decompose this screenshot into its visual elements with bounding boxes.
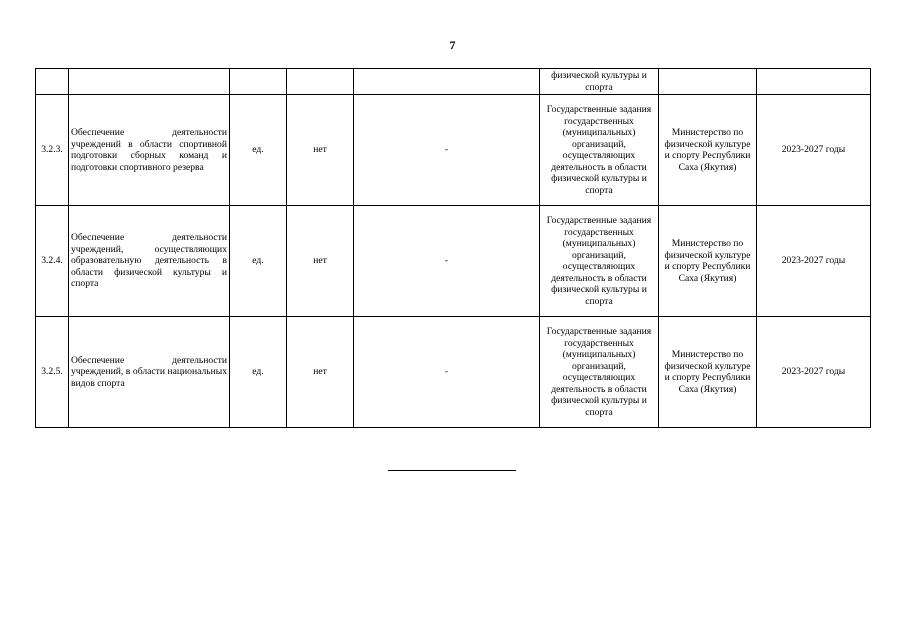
cell-executor: Министерство по физической культуре и спорту Республики Саха (Якутия) — [659, 95, 757, 206]
table-row — [36, 317, 871, 428]
cell-value: - — [354, 95, 540, 206]
cell-executor: Министерство по физической культуре и спорту Республики Саха (Якутия) — [659, 206, 757, 317]
cell-source: Государственные задания государственных (муниципальных) организаций, осуществляющих деятельность в области физической культуры и спорта — [540, 317, 659, 428]
cell-num: 3.2.4. — [36, 206, 69, 317]
cell-executor: Министерство по физической культуре и спорту Республики Саха (Якутия) — [659, 317, 757, 428]
cell-base: нет — [287, 317, 354, 428]
cell-base: нет — [287, 95, 354, 206]
cell-value: - — [354, 317, 540, 428]
table-row-continued — [36, 69, 871, 95]
cell-term: 2023-2027 годы — [757, 206, 871, 317]
cell-unit: ед. — [230, 95, 287, 206]
end-separator-line — [388, 470, 516, 471]
cell-value — [354, 69, 540, 95]
cell-unit: ед. — [230, 206, 287, 317]
cell-source: физической культуры и спорта — [540, 69, 659, 95]
cell-base — [287, 69, 354, 95]
cell-unit: ед. — [230, 317, 287, 428]
measures-table — [35, 68, 871, 428]
cell-source: Государственные задания государственных (муниципальных) организаций, осуществляющих деятельность в области физической культуры и спорта — [540, 206, 659, 317]
cell-unit — [230, 69, 287, 95]
table-row — [36, 95, 871, 206]
cell-source: Государственные задания государственных (муниципальных) организаций, осуществляющих деятельность в области физической культуры и спорта — [540, 95, 659, 206]
page-number: 7 — [449, 38, 456, 52]
cell-term: 2023-2027 годы — [757, 95, 871, 206]
cell-base: нет — [287, 206, 354, 317]
cell-name: Обеспечение деятельности учреждений в области спортивной подготовки сборных команд и подготовки спортивного резерва — [69, 95, 230, 206]
cell-num: 3.2.3. — [36, 95, 69, 206]
cell-name — [69, 69, 230, 95]
cell-num — [36, 69, 69, 95]
cell-term — [757, 69, 871, 95]
cell-name: Обеспечение деятельности учреждений, осуществляющих образовательную деятельность в области физической культуры и спорта — [69, 206, 230, 317]
cell-term: 2023-2027 годы — [757, 317, 871, 428]
cell-name: Обеспечение деятельности учреждений, в области национальных видов спорта — [69, 317, 230, 428]
cell-executor — [659, 69, 757, 95]
cell-value: - — [354, 206, 540, 317]
table-row — [36, 206, 871, 317]
cell-num: 3.2.5. — [36, 317, 69, 428]
